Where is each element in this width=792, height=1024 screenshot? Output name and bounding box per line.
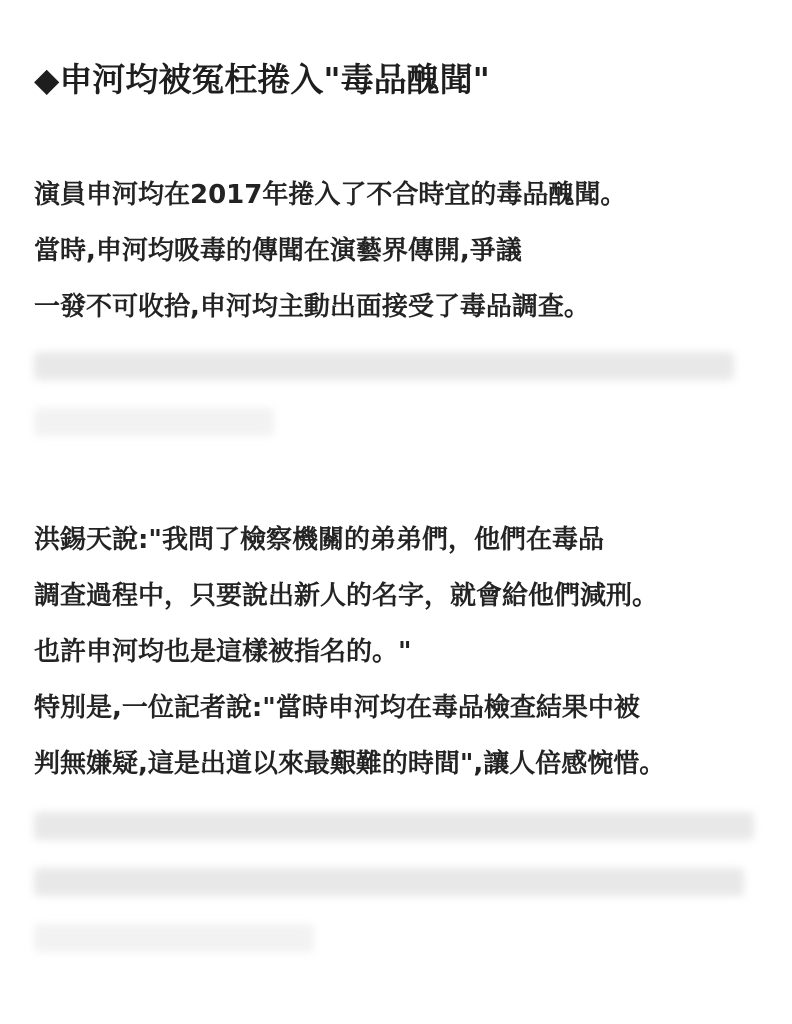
- blurred-text-line: [34, 924, 314, 952]
- paragraph-line: 也許申河均也是這樣被指名的。": [34, 637, 412, 667]
- paragraph-line: 演員申河均在2017年捲入了不合時宜的毒品醜聞。: [34, 180, 627, 210]
- blurred-text-line: [34, 868, 744, 896]
- paragraph-line: 判無嫌疑,這是出道以來最艱難的時間",讓人倍感惋惜。: [34, 749, 666, 779]
- paragraph-line: 一發不可收拾,申河均主動出面接受了毒品調查。: [34, 292, 590, 322]
- paragraph-line: 當時,申河均吸毒的傳聞在演藝界傳開,爭議: [34, 236, 522, 266]
- blurred-text-line: [34, 408, 274, 436]
- blurred-text-line: [34, 812, 754, 840]
- paragraph-line: 調查過程中，只要說出新人的名字，就會給他們減刑。: [34, 581, 659, 611]
- article-heading: ◆申河均被冤枉捲入"毒品醜聞": [34, 60, 490, 99]
- paragraph-line: 洪錫天說:"我問了檢察機關的弟弟們，他們在毒品: [34, 525, 604, 555]
- blurred-text-line: [34, 352, 734, 380]
- paragraph-line: 特別是,一位記者說:"當時申河均在毒品檢查結果中被: [34, 693, 640, 723]
